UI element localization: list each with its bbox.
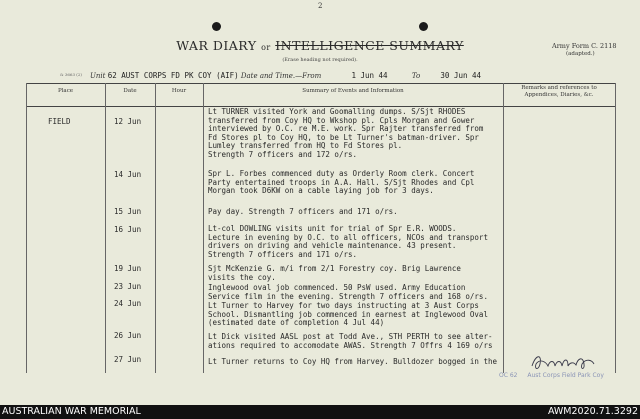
punch-hole	[419, 22, 428, 31]
table-right-edge	[615, 83, 616, 373]
summary-line: transferred from Coy HQ to Wkshop pl. Cpls Morgan and Gower	[208, 115, 475, 125]
row-date: 14 Jun	[114, 170, 142, 179]
unit-stamp	[499, 372, 615, 388]
row-summary	[208, 108, 483, 160]
summary-line: visits the coy.	[208, 272, 276, 282]
summary-line: Strength 7 officers and 172 o/rs.	[208, 149, 358, 159]
row-summary	[208, 284, 488, 301]
footer-accession-number: AWM2020.71.3292	[547, 406, 638, 417]
summary-line: Morgan took D6KW on a cable laying job for 3 days.	[208, 186, 434, 196]
date-hour-divider	[155, 83, 156, 373]
summary-line: Lt Turner returns to Coy HQ from Harvey. Bulldozer bogged in the	[208, 357, 497, 366]
summary-line: Lt-col DOWLING visits unit for trial of Spr E.R. WOODS.	[208, 224, 457, 233]
row-summary	[208, 302, 488, 328]
row-date: 27 Jun	[114, 355, 142, 364]
row-date: 12 Jun	[114, 117, 142, 126]
to-date: 30 Jun 44	[440, 71, 482, 80]
place-date-divider	[105, 83, 106, 373]
summary-line: Lecture in evening by O.C. to all officers, NCOs and transport	[208, 232, 488, 242]
row-date: 23 Jun	[114, 282, 142, 291]
row-date: 24 Jun	[114, 299, 142, 308]
summary-line: Pay day. Strength 7 officers and 171 o/rs.	[208, 207, 398, 216]
row-summary	[208, 225, 488, 259]
summary-line: Inglewood oval job commenced. 50 PsW used. Army Education	[208, 283, 466, 292]
table-top-rule	[26, 83, 616, 84]
unit-label: Unit	[90, 72, 106, 80]
summary-remarks-divider	[503, 83, 504, 373]
summary-line: Spr L. Forbes commenced duty as Orderly Room clerk. Concert	[208, 169, 475, 178]
row-date: 26 Jun	[114, 331, 142, 340]
punch-hole	[212, 22, 221, 31]
row-summary	[208, 265, 461, 282]
summary-line: Service film in the evening. Strength 7 officers and 168 o/rs.	[208, 291, 488, 301]
summary-line: Lt TURNER visited York and Goomalling dumps. S/Sjt RHODES	[208, 107, 466, 116]
to-label: To	[411, 72, 421, 80]
footer-institution: AUSTRALIAN WAR MEMORIAL	[2, 406, 141, 417]
army-form-ref	[552, 42, 617, 58]
print-reference: & 3663 (2)	[60, 72, 82, 77]
date-time-label: Date and Time.—From	[240, 72, 322, 80]
footer-bar	[0, 405, 640, 419]
handwritten-signature	[528, 350, 598, 374]
row-date: 19 Jun	[114, 264, 142, 273]
summary-line: Fd Stores pl to Coy HQ, to be Lt Turner's batman-driver. Spr	[208, 132, 479, 142]
row-date: 16 Jun	[114, 225, 142, 234]
col-header-place: Place	[57, 88, 74, 94]
from-date: 1 Jun 44	[351, 71, 388, 80]
hour-summary-divider	[203, 83, 204, 373]
title-war-diary: WAR DIARY	[176, 38, 257, 53]
summary-line: (estimated date of completion 4 Jul 44)	[208, 318, 385, 328]
row-place: FIELD	[48, 117, 71, 126]
summary-line: Party entertained troops in A.A. Hall. S/Sjt Rhodes and Cpl	[208, 177, 475, 187]
summary-line: interviewed by O.C. re M.E. work. Spr Rajter transferred from	[208, 124, 484, 134]
summary-line: Sjt McKenzie G. m/i from 2/1 Forestry coy. Brig Lawrence	[208, 264, 461, 273]
summary-line: School. Dismantling job commenced in earnest at Inglewood Oval	[208, 309, 488, 319]
page-title	[0, 38, 640, 53]
stamp-code: OC 62	[499, 372, 518, 379]
army-form-number: Army Form C. 2118	[552, 42, 617, 50]
row-summary	[208, 333, 492, 350]
summary-line: Lumley transferred from HQ to Fd Stores pl.	[208, 141, 403, 151]
row-date: 15 Jun	[114, 207, 142, 216]
row-summary	[208, 170, 474, 196]
unit-value: 62 AUST CORPS FD PK COY (AIF)	[107, 71, 239, 80]
col-header-remarks: Remarks and references to Appendices, Diaries, &c.	[521, 85, 597, 98]
summary-line: Lt Dick visited AASL post at Todd Ave., STH PERTH to see alter-	[208, 332, 493, 341]
summary-line: Lt Turner to Harvey for two days instructing at 3 Aust Corps	[208, 301, 479, 310]
summary-line: drivers on driving and vehicle maintenance. 43 present.	[208, 241, 457, 251]
col-header-summary: Summary of Events and Information	[302, 88, 404, 94]
title-or: or	[261, 43, 271, 52]
summary-line: ations required to accomodate AWAS. Strength 7 Offrs 4 169 o/rs	[208, 340, 493, 350]
erase-note: (Erase heading not required).	[282, 57, 358, 63]
row-summary	[208, 358, 497, 367]
stamp-text: Aust Corps Field Park Coy	[527, 372, 604, 379]
army-form-sub: (adapted.)	[566, 51, 595, 57]
summary-line: Strength 7 officers and 171 o/rs.	[208, 249, 358, 259]
table-left-edge	[26, 83, 27, 373]
title-struck: INTELLIGENCE SUMMARY	[275, 38, 464, 53]
col-header-hour: Hour	[171, 88, 187, 94]
page-number: 2	[318, 2, 323, 10]
row-summary	[208, 208, 398, 217]
unit-line	[90, 71, 481, 80]
col-header-date: Date	[123, 88, 137, 94]
